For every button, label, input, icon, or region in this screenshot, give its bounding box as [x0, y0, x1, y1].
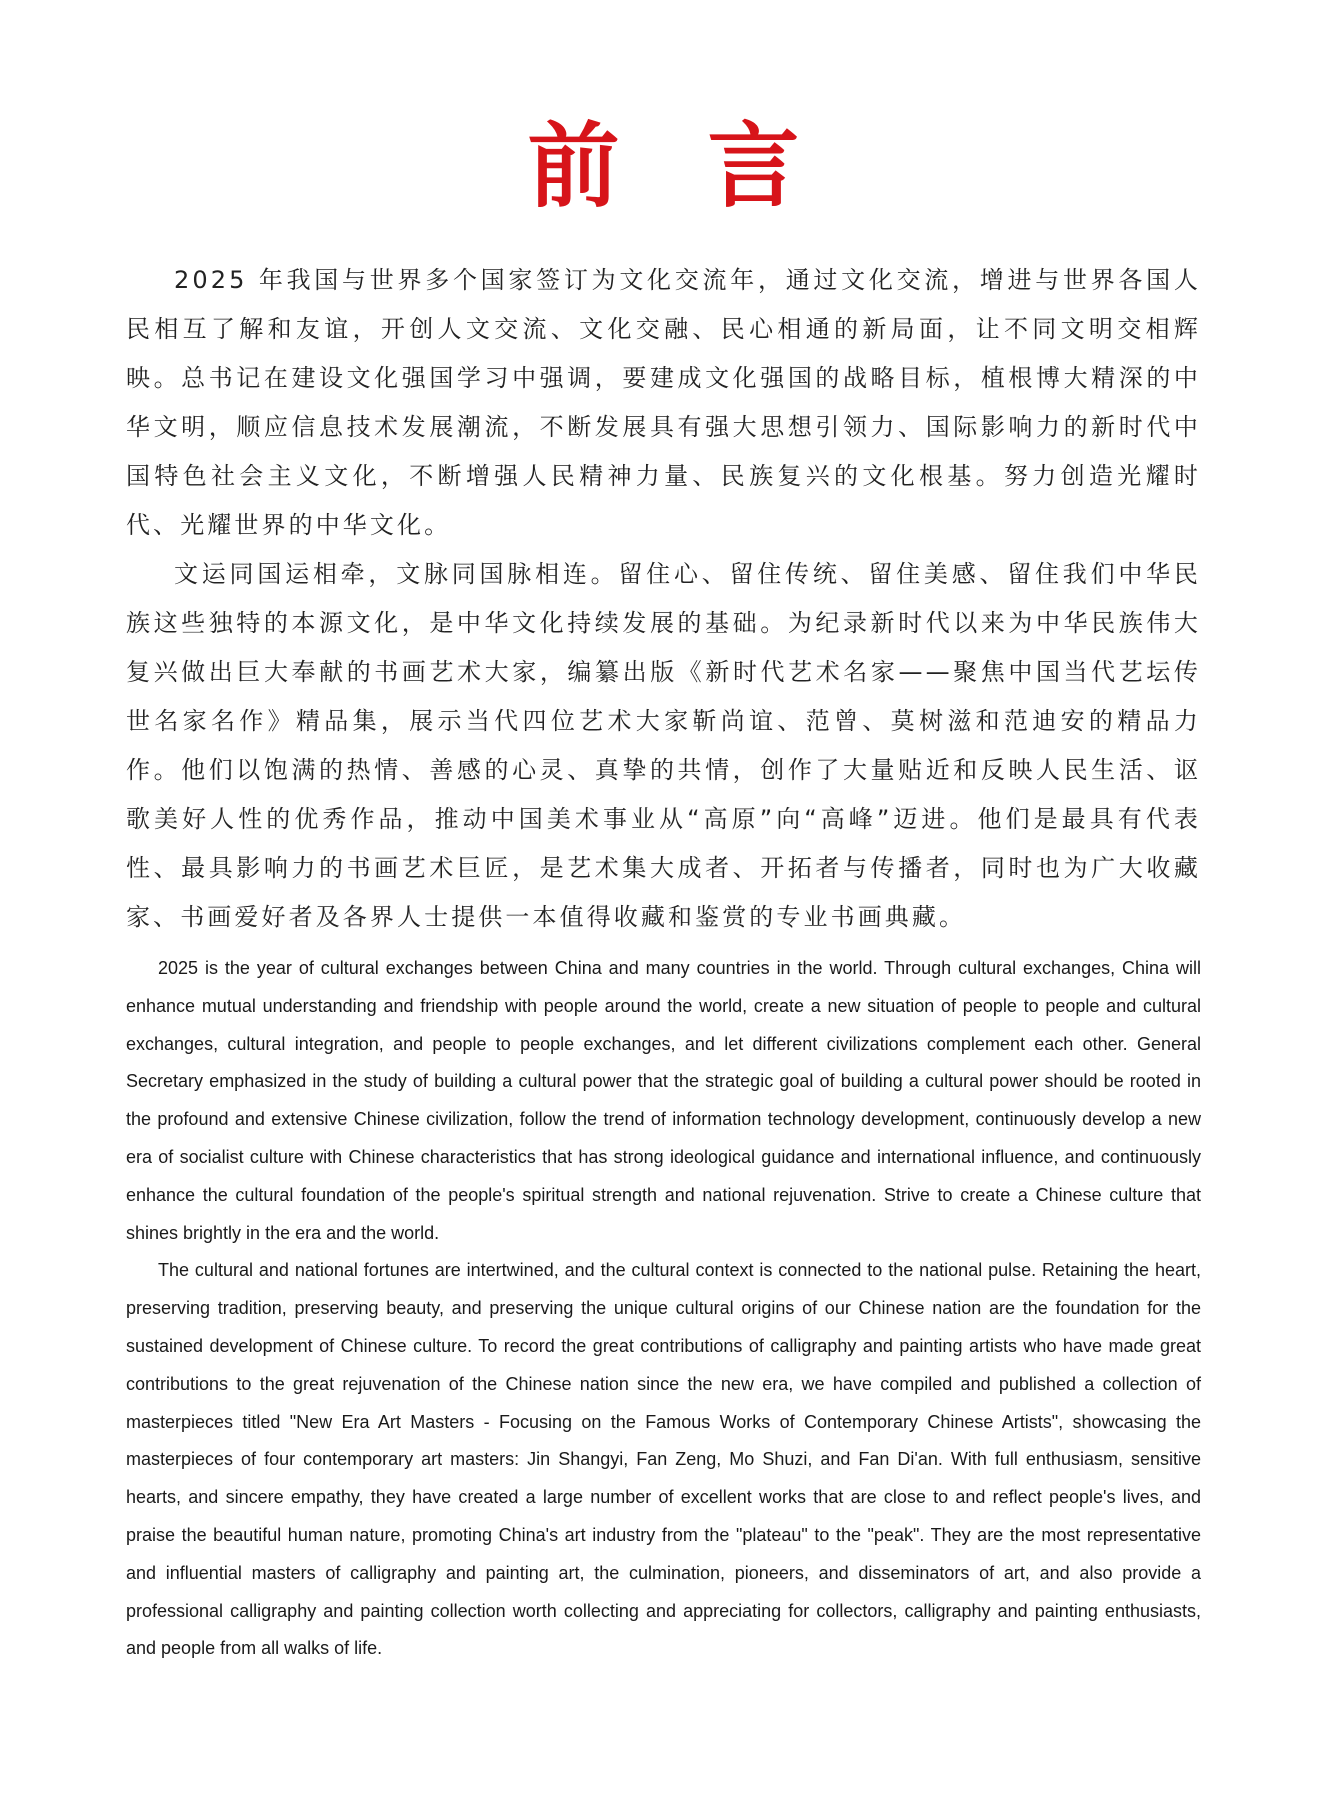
- page-title: 前言: [527, 113, 888, 220]
- english-paragraph: The cultural and national fortunes are intertwined, and the cultural context is connected to the national pulse. Retaining the heart, preserving tradition, preserving beauty, and preserving the unique cultural origins of our Chinese nation are the foundation for the sustained development of Chinese culture. To record the great contributions of calligraphy and painting artists who have made great contributions to the great rejuvenation of the Chinese nation since the new era, we have compiled and published a collection of masterpieces titled "New Era Art Masters - Focusing on the Famous Works of Contemporary Chinese Artists", showcasing the masterpieces of four contemporary art masters: Jin Shangyi, Fan Zeng, Mo Shuzi, and Fan Di'an. With full enthusiasm, sensitive hearts, and sincere empathy, they have created a large number of excellent works that are close to and reflect people's lives, and praise the beautiful human nature, promoting China's art industry from the "plateau" to the "peak". They are the most representative and influential masters of calligraphy and painting art, the culmination, pioneers, and disseminators of art, and also provide a professional calligraphy and painting collection worth collecting and appreciating for collectors, calligraphy and painting enthusiasts, and people from all walks of life.: [126, 1260, 1201, 1659]
- chinese-paragraph: 文运同国运相牵，文脉同国脉相连。留住心、留住传统、留住美感、留住我们中华民族这些独特的本源文化，是中华文化持续发展的基础。为纪录新时代以来为中华民族伟大复兴做出巨大奉献的书画艺术大家，编纂出版《新时代艺术名家——聚焦中国当代艺坛传世名家名作》精品集，展示当代四位艺术大家靳尚谊、范曾、莫树滋和范迪安的精品力作。他们以饱满的热情、善感的心灵、真挚的共情，创作了大量贴近和反映人民生活、讴歌美好人性的优秀作品，推动中国美术事业从“高原”向“高峰”迈进。他们是最具有代表性、最具影响力的书画艺术巨匠，是艺术集大成者、开拓者与传播者，同时也为广大收藏家、书画爱好者及各界人士提供一本值得收藏和鉴赏的专业书画典藏。: [126, 560, 1201, 931]
- english-text-block: [126, 950, 1201, 1668]
- english-paragraph: 2025 is the year of cultural exchanges between China and many countries in the world. Through cultural exchanges, China will enhance mutual understanding and friendship with people around the world, create a new situation of people to people and cultural exchanges, cultural integration, and people to people exchanges, and let different civilizations complement each other. General Secretary emphasized in the study of building a cultural power that the strategic goal of building a cultural power should be rooted in the profound and extensive Chinese civilization, follow the trend of information technology development, continuously develop a new era of socialist culture with Chinese characteristics that has strong ideological guidance and international influence, and continuously enhance the cultural foundation of the people's spiritual strength and national rejuvenation. Strive to create a Chinese culture that shines brightly in the era and the world.: [126, 958, 1201, 1243]
- chinese-text-block: [126, 256, 1201, 942]
- chinese-paragraph: 2025 年我国与世界多个国家签订为文化交流年，通过文化交流，增进与世界各国人民相互了解和友谊，开创人文交流、文化交融、民心相通的新局面，让不同文明交相辉映。总书记在建设文化强国学习中强调，要建成文化强国的战略目标，植根博大精深的中华文明，顺应信息技术发展潮流，不断发展具有强大思想引领力、国际影响力的新时代中国特色社会主义文化，不断增强人民精神力量、民族复兴的文化根基。努力创造光耀时代、光耀世界的中华文化。: [126, 266, 1201, 539]
